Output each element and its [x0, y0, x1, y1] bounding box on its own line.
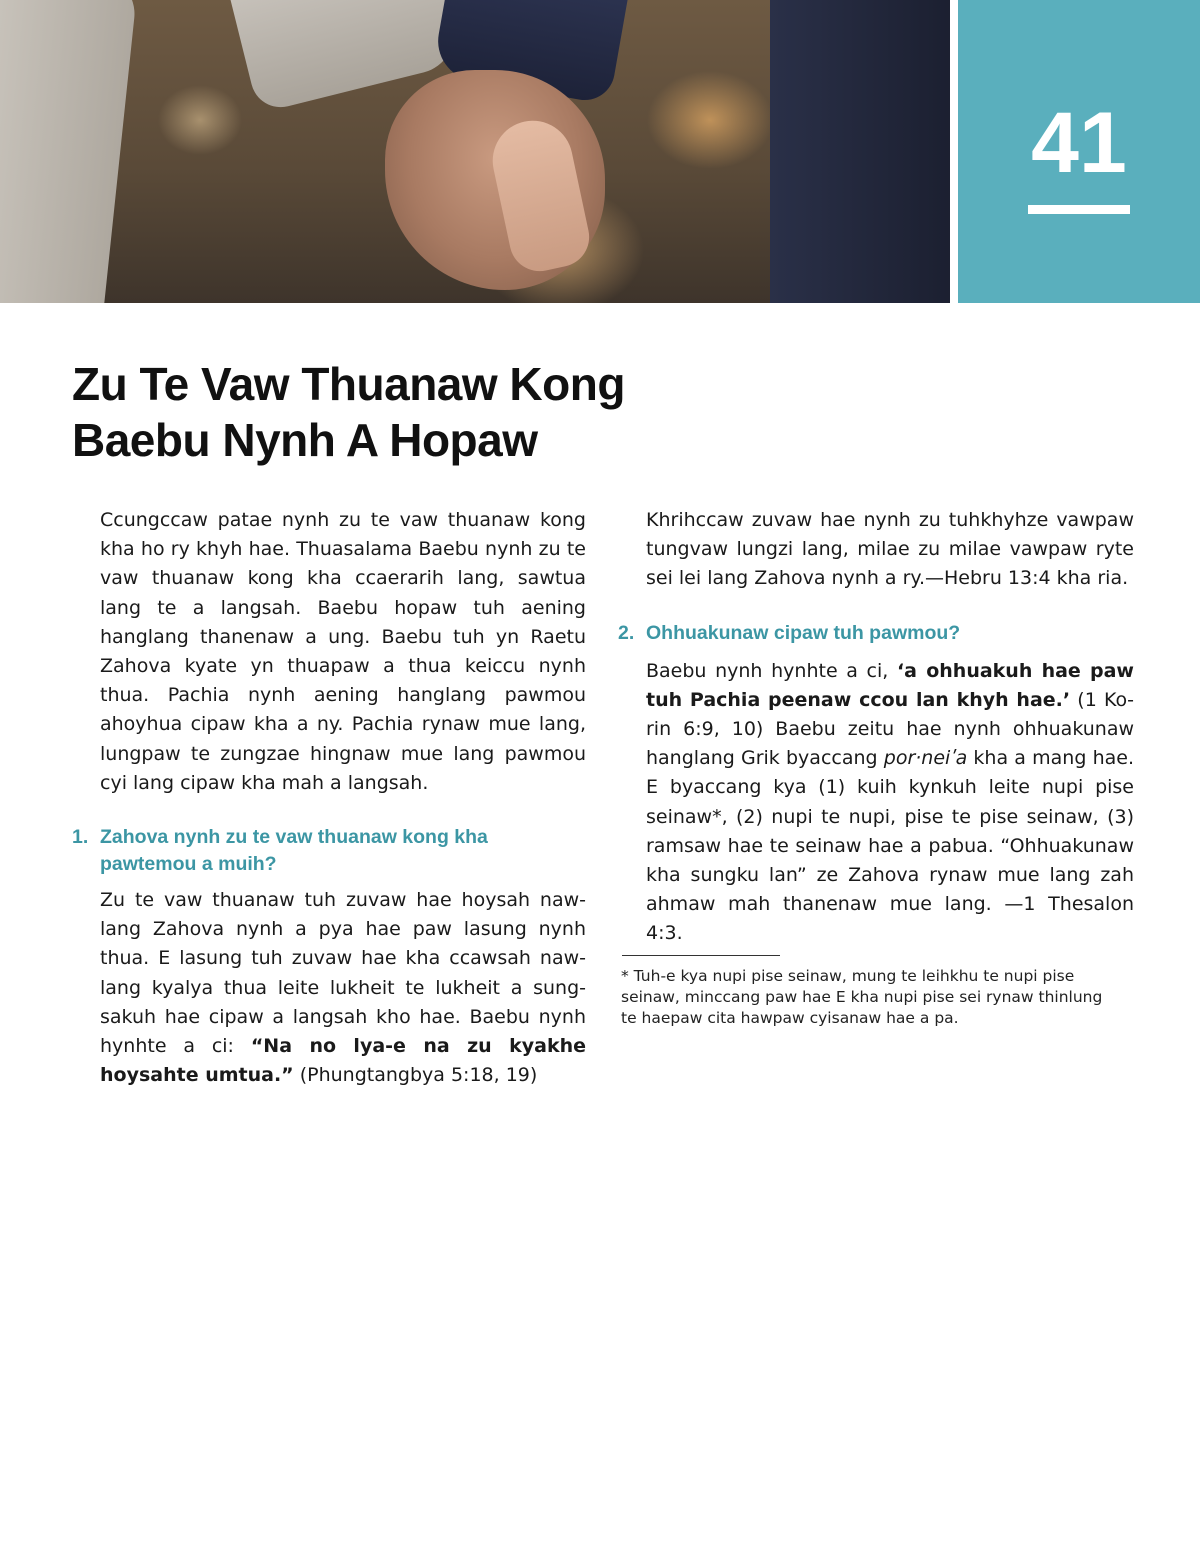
- answer-paragraph-1-continued: Khrihccaw zuvaw hae nynh zu tuhkhyhze vawpaw tungvaw lungzi lang, milae zu milae vawpaw ryte sei lei lang Zahova nynh a ry.—Hebru 13:4 kha ria.: [646, 509, 1134, 590]
- sleeve-shape: [0, 0, 138, 303]
- intro-paragraph: Ccungccaw patae nynh zu te vaw thuanaw kong kha ho ry khyh hae. Thuasalama Baebu nynh zu te vaw thuanaw kong kha ccaerarih lang, sawtua lang te a langsah. Baebu hopaw tuh aening hanglang thanenaw a ung. Baebu tuh yn Raetu Zahova kyate yn thuapaw a thua keiccu nynh thua. Pachia nynh aening hanglang pawmou ahoyhua cipaw kha a ny. Pachia rynaw mue lang, lungpaw te zungzae hingnaw mue lang pawmou cyi lang cipaw kha mah a langsah.: [100, 509, 586, 794]
- answer-paragraph-1: [100, 886, 586, 1090]
- lesson-number: 41: [1031, 95, 1127, 191]
- scripture-quote: “Na no lya-e na zu kyakhe hoysahte umtua.”: [100, 1035, 586, 1087]
- right-column: [618, 506, 1134, 949]
- question-1: [72, 824, 586, 878]
- answer-text: Zu te vaw thuanaw tuh zuvaw hae hoysah nawlang Zahova nynh a pya hae paw lasung nynh thua. E lasung tuh zuvaw hae kha ccawsah nawlang kyalya thua leite lukheit te lukheit a sungsakuh hae cipaw a langsah kho hae. Baebu nynh hynhte a ci:: [100, 889, 586, 1058]
- question-text: Zahova nynh zu te vaw thuanaw kong kha pawtemou a muih?: [100, 826, 488, 876]
- footnote: * Tuh-e kya nupi pise seinaw, mung te leihkhu te nupi pise seinaw, minccang paw hae E kha nupi pise sei rynaw thinlung te haepaw cita hawpaw cyisanaw hae a pa.: [621, 967, 1103, 1027]
- answer-text: kha a mang hae. E byaccang kya (1) kuih kynkuh leite nupi pise seinaw*, (2) nupi te nupi, pise te pise seinaw, (3) ramsaw hae te seinaw hae a pabua. “Ohhuakunaw kha sungku lan” ze Zahova rynaw mue lang zah ahmaw mah thanenaw mue lang. —1 Thesalon 4:3.: [646, 747, 1134, 945]
- footnote-divider: [622, 955, 780, 956]
- question-text: Ohhuakunaw cipaw tuh pawmou?: [646, 621, 961, 644]
- title-line-1: Zu Te Vaw Thuanaw Kong: [72, 358, 625, 410]
- title-line-2: Baebu Nynh A Hopaw: [72, 414, 538, 466]
- greek-word: por·neiʹa: [883, 747, 968, 770]
- question-number: 1.: [72, 826, 89, 849]
- left-column: [72, 506, 586, 1090]
- lesson-number-badge: [958, 0, 1200, 303]
- answer-text: (Phungtangbya 5:18, 19): [293, 1064, 538, 1087]
- hero-photo: [0, 0, 950, 303]
- badge-underline: [1028, 205, 1130, 214]
- question-2: [618, 620, 1134, 647]
- answer-text: (1 Korin 6:9, 10) Baebu zeitu hae nynh ohhuakunaw hanglang Grik byaccang: [646, 688, 1134, 770]
- answer-paragraph-2: [646, 657, 1134, 949]
- answer-text: Baebu nynh hynhte a ci,: [646, 659, 897, 682]
- scripture-quote: ‘a ohhuakuh hae paw tuh Pachia peenaw ccou lan khyh hae.’: [646, 659, 1134, 711]
- jacket-shape: [770, 0, 950, 303]
- question-number: 2.: [618, 621, 635, 644]
- page-title: [72, 356, 872, 468]
